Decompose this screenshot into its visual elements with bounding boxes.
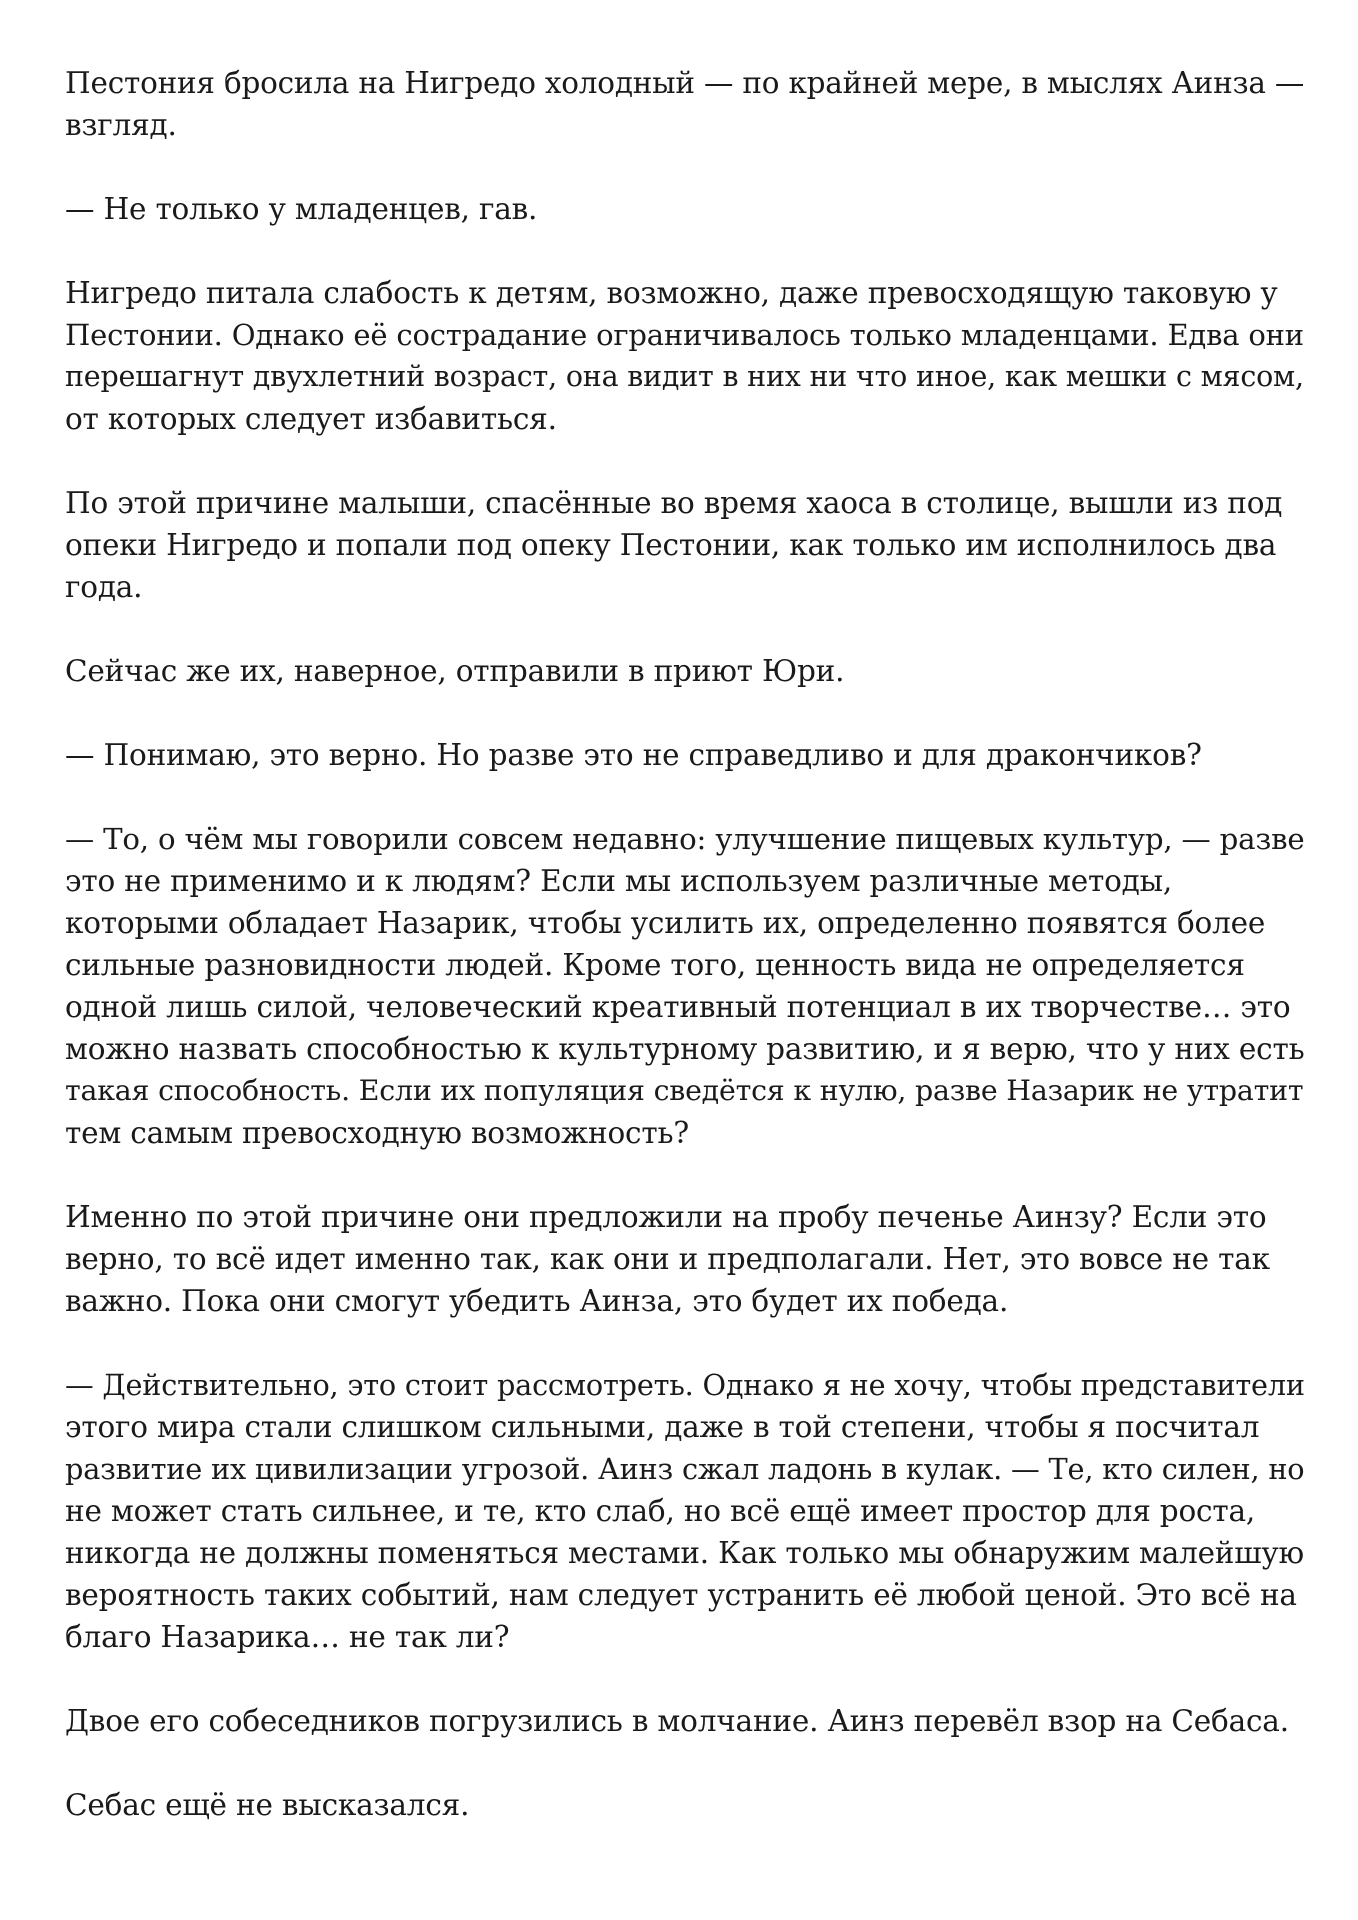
text-line: Нигредо питала слабость к детям, возможно, даже превосходящую таковую у <box>65 276 1278 310</box>
text-line: развитие их цивилизации угрозой. Аинз сжал ладонь в кулак. — Те, кто силен, но <box>65 1452 1305 1486</box>
paragraph <box>65 1196 1305 1322</box>
text-line: Именно по этой причине они предложили на пробу печенье Аинзу? Если это <box>65 1200 1267 1234</box>
text-line: верно, то всё идет именно так, как они и предполагали. Нет, это вовсе не так <box>65 1242 1270 1276</box>
document-page <box>65 62 1305 1868</box>
text-line: благо Назарика… не так ли? <box>65 1620 510 1654</box>
text-line: от которых следует избавиться. <box>65 402 557 436</box>
text-line: Двое его собеседников погрузились в молчание. Аинз перевёл взор на Себаса. <box>65 1704 1289 1738</box>
paragraph <box>65 1700 1305 1742</box>
text-line: Сейчас же их, наверное, отправили в приют Юри. <box>65 654 845 688</box>
text-line: важно. Пока они смогут убедить Аинза, это будет их победа. <box>65 1284 1009 1318</box>
text-line: Себас ещё не высказался. <box>65 1788 470 1822</box>
paragraph <box>65 62 1305 146</box>
text-line: По этой причине малыши, спасённые во время хаоса в столице, вышли из под <box>65 486 1283 520</box>
text-line: — Действительно, это стоит рассмотреть. Однако я не хочу, чтобы представители <box>65 1368 1305 1402</box>
paragraph <box>65 818 1305 1154</box>
paragraph <box>65 482 1305 608</box>
text-line: которыми обладает Назарик, чтобы усилить их, определенно появятся более <box>65 906 1266 940</box>
text-line: года. <box>65 570 143 604</box>
text-line: это не применимо и к людям? Если мы используем различные методы, <box>65 864 1173 898</box>
text-line: — То, о чём мы говорили совсем недавно: улучшение пищевых культур, — разве <box>65 822 1305 856</box>
text-line: сильные разновидности людей. Кроме того, ценность вида не определяется <box>65 948 1245 982</box>
text-line: Пестония бросила на Нигредо холодный — по крайней мере, в мыслях Аинза — <box>65 66 1305 100</box>
text-line: — Понимаю, это верно. Но разве это не справедливо и для дракончиков? <box>65 738 1202 772</box>
text-line: Пестонии. Однако её сострадание ограничивалось только младенцами. Едва они <box>65 318 1304 352</box>
text-line: этого мира стали слишком сильными, даже в той степени, чтобы я посчитал <box>65 1410 1260 1444</box>
text-line: вероятность таких событий, нам следует устранить её любой ценой. Это всё на <box>65 1578 1297 1612</box>
text-line: перешагнут двухлетний возраст, она видит в них ни что иное, как мешки с мясом, <box>65 360 1304 393</box>
text-line: тем самым превосходную возможность? <box>65 1116 689 1150</box>
paragraph <box>65 272 1305 440</box>
text-line: никогда не должны поменяться местами. Как только мы обнаружим малейшую <box>65 1536 1304 1570</box>
text-line: не может стать сильнее, и те, кто слаб, но всё ещё имеет простор для роста, <box>65 1494 1256 1528</box>
paragraph <box>65 650 1305 692</box>
paragraph <box>65 1784 1305 1826</box>
text-line: взгляд. <box>65 108 177 142</box>
text-line: такая способность. Если их популяция сведётся к нулю, разве Назарик не утратит <box>65 1074 1304 1107</box>
paragraph <box>65 188 1305 230</box>
text-line: опеки Нигредо и попали под опеку Пестонии, как только им исполнилось два <box>65 528 1277 562</box>
text-line: одной лишь силой, человеческий креативный потенциал в их творчестве… это <box>65 990 1291 1024</box>
paragraph <box>65 734 1305 776</box>
text-line: можно назвать способностью к культурному развитию, и я верю, что у них есть <box>65 1032 1305 1066</box>
paragraph <box>65 1364 1305 1658</box>
text-line: — Не только у младенцев, гав. <box>65 192 538 226</box>
